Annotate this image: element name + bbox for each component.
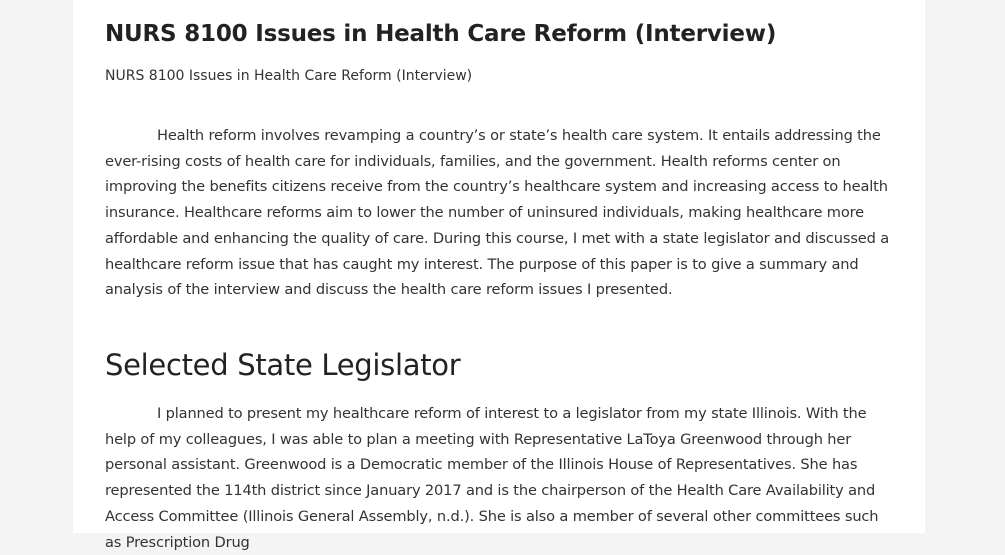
article-subtitle: NURS 8100 Issues in Health Care Reform (Interview) — [105, 68, 473, 84]
section-heading-selected-state-legislator: Selected State Legislator — [105, 348, 461, 382]
article-title: NURS 8100 Issues in Health Care Reform (Interview) — [105, 21, 777, 47]
intro-paragraph: Health reform involves revamping a country’s or state’s health care system. It entails addressing the ever-rising costs of health care for individuals, families, and the government. Health reforms center on improving the benefits citizens receive from the country’s healthcare system and increasing access to health insurance. Healthcare reforms aim to lower the number of uninsured individuals, making healthcare more affordable and enhancing the quality of care. During this course, I met with a state legislator and discussed a healthcare reform issue that has caught my interest. The purpose of this paper is to give a summary and analysis of the interview and discuss the health care reform issues I presented. — [105, 127, 890, 299]
section-paragraph: I planned to present my healthcare reform of interest to a legislator from my state Illinois. With the help of my colleagues, I was able to plan a meeting with Representative LaToya Greenwood through her personal assistant. Greenwood is a Democratic member of the Illinois House of Representatives. She has represented the 114th district since January 2017 and is the chairperson of the Health Care Availability and Access Committee (Illinois General Assembly, n.d.). She is also a member of several other committees such as Prescription Drug — [105, 405, 879, 551]
article-page — [73, 0, 925, 551]
